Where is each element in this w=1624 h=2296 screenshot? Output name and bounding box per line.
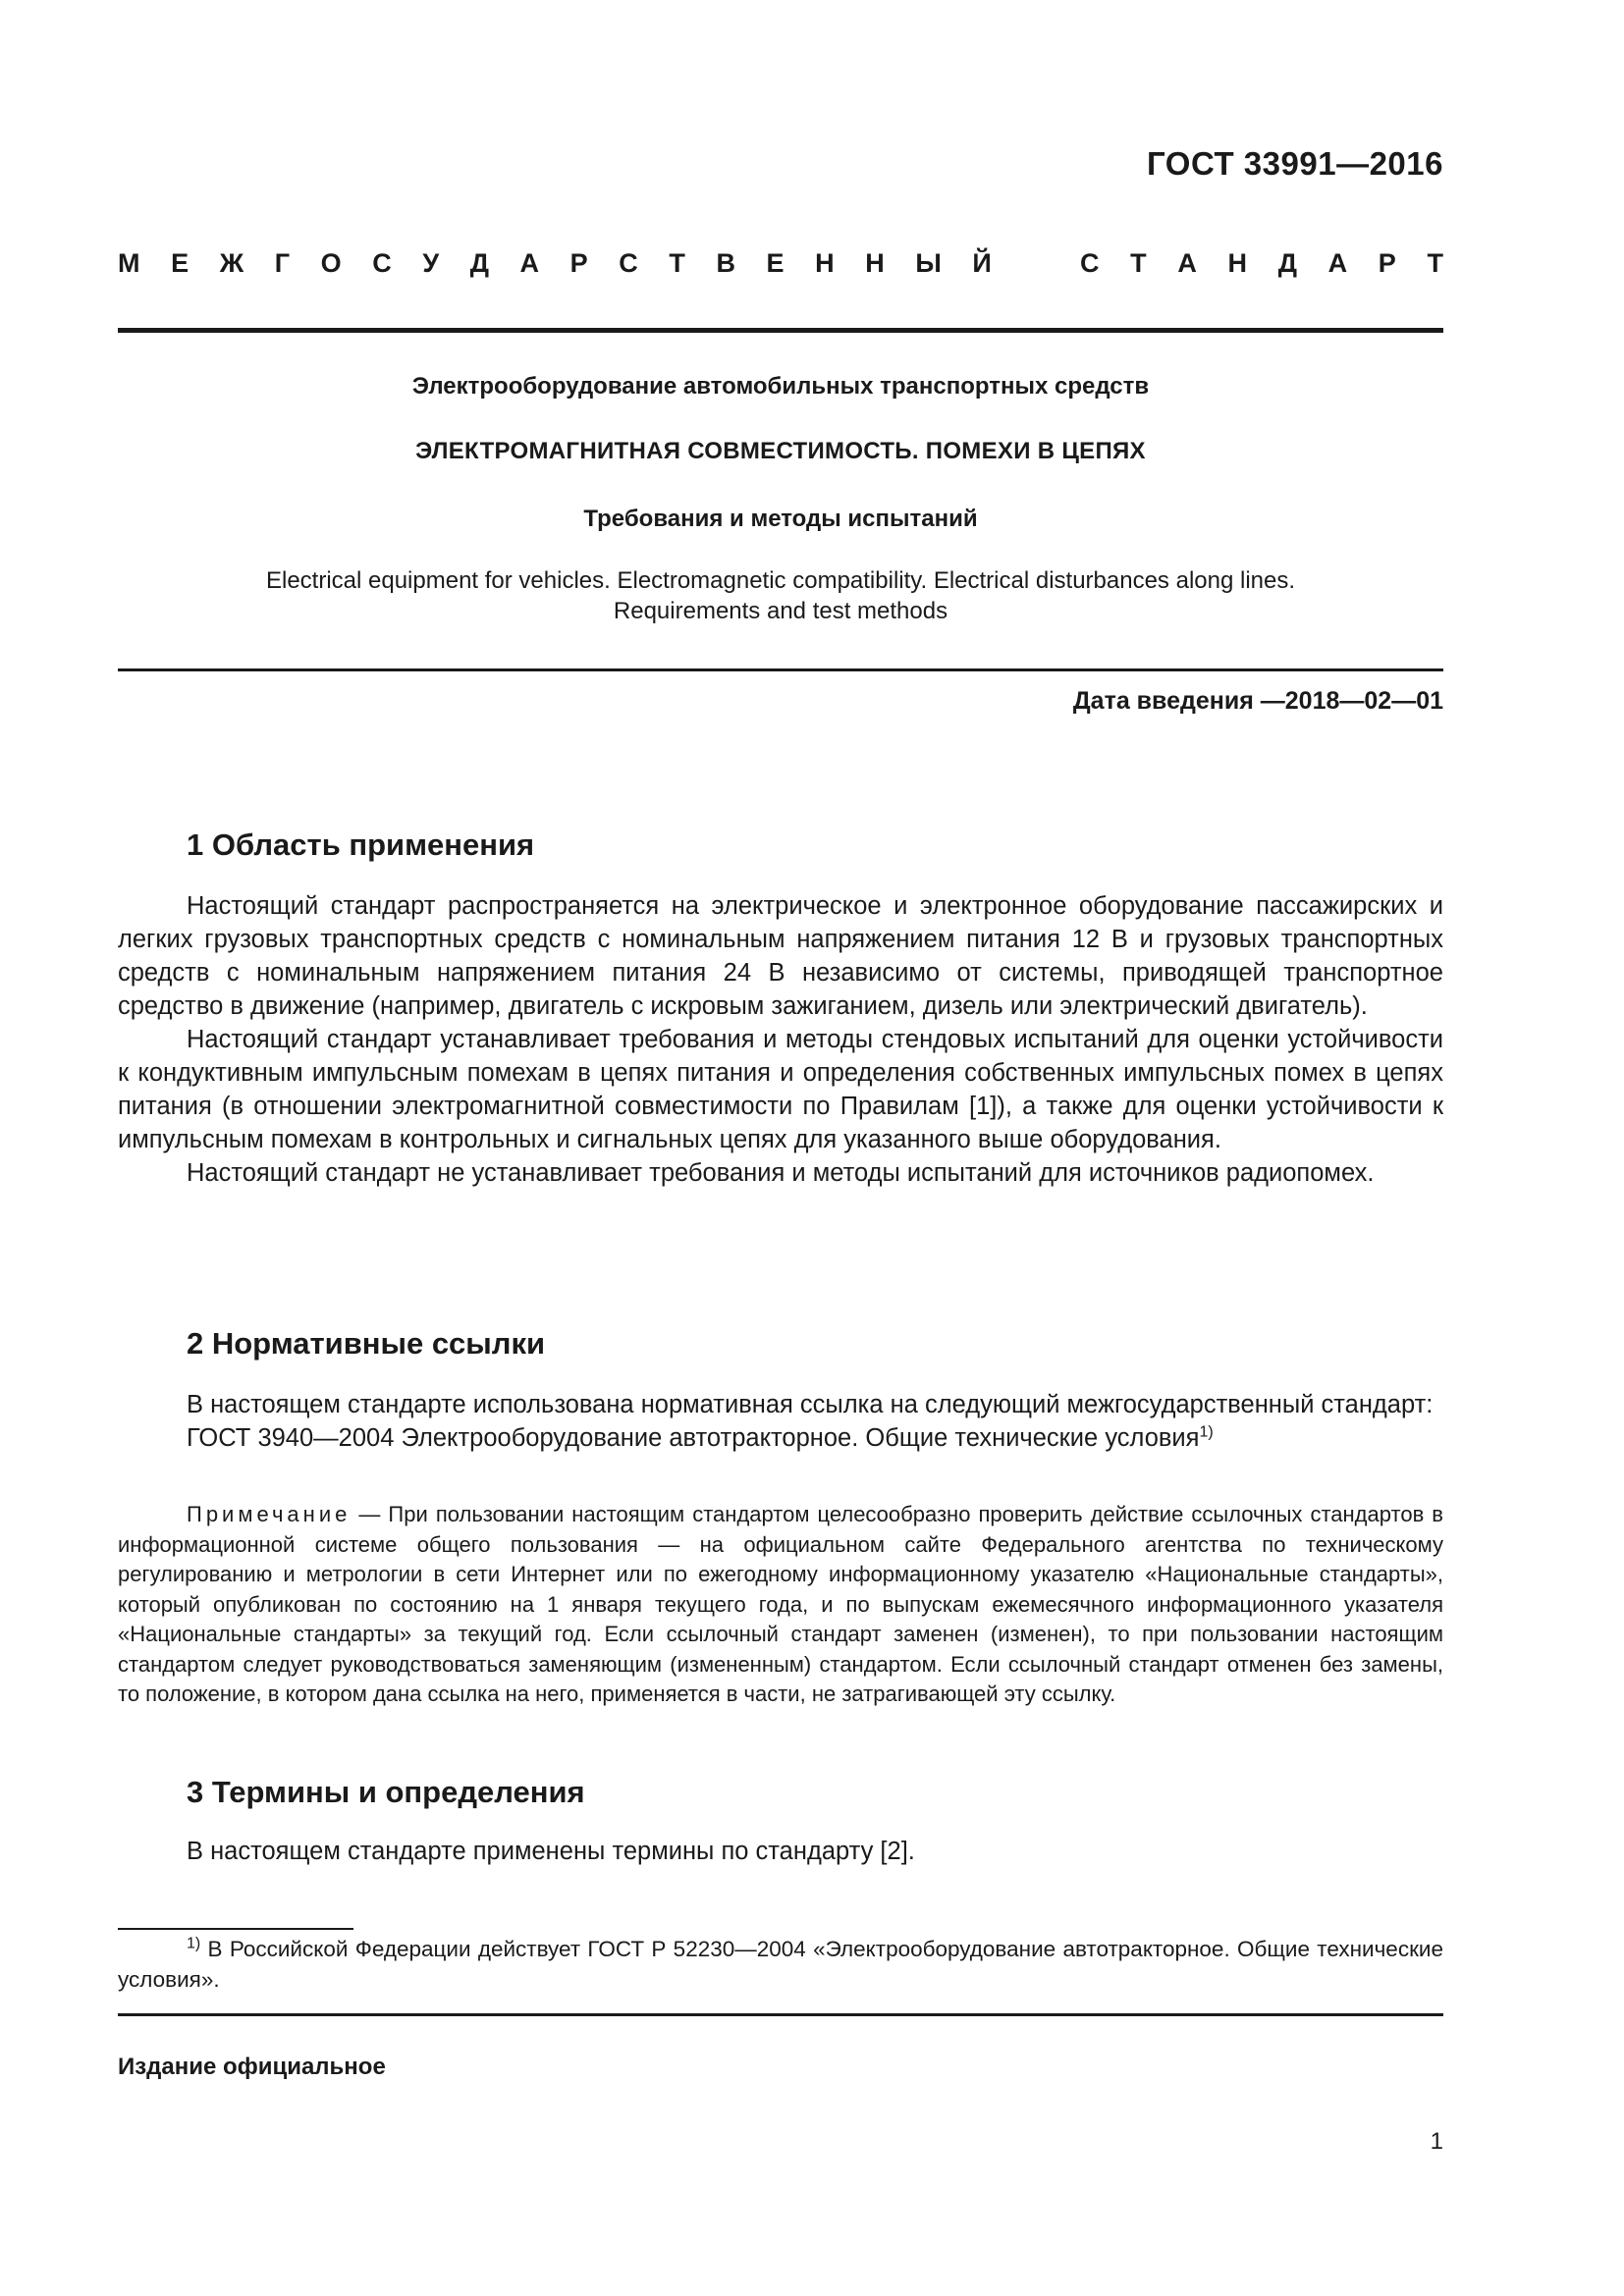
heading-letter: Т: [669, 248, 685, 278]
interstate-word: [118, 248, 992, 279]
gost-number: ГОСТ 33991—2016: [1147, 145, 1443, 182]
title-divider: [118, 668, 1443, 671]
heading-letter: Ы: [915, 248, 942, 278]
footnote-ref: 1): [1199, 1423, 1214, 1441]
section-2-body: [118, 1388, 1443, 1455]
document-page: [118, 0, 1443, 2296]
heading-letter: Т: [1427, 248, 1443, 278]
interstate-standard-heading: [118, 248, 1443, 279]
title-line-3: Требования и методы испытаний: [583, 506, 978, 532]
heading-letter: Г: [274, 248, 291, 278]
official-edition: Издание официальное: [118, 2054, 386, 2080]
heading-letter: Д: [1277, 248, 1297, 278]
english-title-line-1: Electrical equipment for vehicles. Electromagnetic compatibility. Electrical disturbances along lines.: [265, 567, 1296, 594]
paragraph: Настоящий стандарт не устанавливает требования и методы испытаний для источников радиопомех.: [187, 1159, 1375, 1187]
section-2-heading: 2 Нормативные ссылки: [187, 1326, 546, 1361]
note-text: — При пользовании настоящим стандартом целесообразно проверить действие ссылочных стандартов в информационной системе общего пользования — на официальном сайте Федерального агентства по техническому регулированию и метрологии в сети Интернет или по ежегодному информационному указателю «Национальные стандарты», который опубликован по состоянию на 1 января текущего года, и по выпускам ежемесячного информационного указателя «Национальные стандарты» за текущий год. Если ссылочный стандарт заменен (изменен), то при пользовании настоящим стандартом следует руководствоваться заменяющим (измененным) стандартом. Если ссылочный стандарт отменен без замены, то положение, в котором дана ссылка на него, применяется в части, не затрагивающей эту ссылку.: [118, 1502, 1443, 1706]
title-line-2: ЭЛЕКТРОМАГНИТНАЯ СОВМЕСТИМОСТЬ. ПОМЕХИ В ЦЕПЯХ: [415, 438, 1146, 464]
note: [118, 1500, 1443, 1710]
section-3-body: [118, 1835, 1443, 1868]
heading-letter: О: [320, 248, 342, 278]
heading-letter: У: [422, 248, 440, 278]
reference-text: ГОСТ 3940—2004 Электрооборудование автотракторное. Общие технические условия: [187, 1424, 1200, 1452]
header-divider: [118, 328, 1443, 333]
heading-letter: С: [619, 248, 638, 278]
section-1-body: [118, 889, 1443, 1190]
section-3-heading: 3 Термины и определения: [187, 1775, 585, 1809]
footer-divider: [118, 2013, 1443, 2016]
heading-letter: А: [1327, 248, 1348, 278]
normative-reference: [118, 1421, 1443, 1455]
heading-letter: С: [372, 248, 392, 278]
paragraph: В настоящем стандарте применены термины по стандарту [2].: [187, 1838, 915, 1865]
paragraph: В настоящем стандарте использована нормативная ссылка на следующий межгосударственный стандарт:: [187, 1391, 1434, 1418]
heading-letter: А: [1177, 248, 1197, 278]
section-1-heading: 1 Область применения: [187, 828, 535, 862]
footnote-text: В Российской Федерации действует ГОСТ Р 52230—2004 «Электрооборудование автотракторное. Общие технические условия».: [118, 1937, 1443, 1992]
footnote-marker: 1): [187, 1935, 201, 1952]
heading-letter: Ж: [219, 248, 244, 278]
heading-letter: М: [118, 248, 140, 278]
heading-letter: Т: [1130, 248, 1147, 278]
heading-letter: С: [1080, 248, 1100, 278]
heading-letter: А: [519, 248, 540, 278]
heading-letter: Д: [469, 248, 489, 278]
introduction-date: Дата введения —2018—02—01: [1072, 687, 1443, 715]
footnote-divider: [118, 1928, 353, 1930]
english-title-line-2: Requirements and test methods: [613, 598, 948, 624]
heading-letter: Н: [815, 248, 835, 278]
heading-letter: Н: [1227, 248, 1248, 278]
heading-letter: Е: [171, 248, 189, 278]
heading-letter: В: [716, 248, 735, 278]
heading-letter: Н: [865, 248, 885, 278]
heading-letter: Е: [766, 248, 785, 278]
paragraph: Настоящий стандарт распространяется на электрическое и электронное оборудование пассажирских и легких грузовых транспортных средств с номинальным напряжением питания 12 В и грузовых транспортных средств с номинальным напряжением питания 24 В независимо от системы, приводящей транспортное средство в движение (например, двигатель с искровым зажиганием, дизель или электрический двигатель).: [118, 892, 1443, 1020]
footnote: [118, 1934, 1443, 1995]
title-line-1: Электрооборудование автомобильных транспортных средств: [411, 373, 1150, 400]
heading-letter: Р: [569, 248, 588, 278]
page-number: 1: [1430, 2128, 1443, 2155]
heading-letter: Й: [972, 248, 992, 278]
standard-word: [1080, 248, 1443, 279]
heading-letter: Р: [1378, 248, 1396, 278]
paragraph: Настоящий стандарт устанавливает требования и методы стендовых испытаний для оценки устойчивости к кондуктивным импульсным помехам в цепях питания и определения собственных импульсных помех в цепях питания (в отношении электромагнитной совместимости по Правилам [1]), а также для оценки устойчивости к импульсным помехам в контрольных и сигнальных цепях для указанного выше оборудования.: [118, 1026, 1443, 1153]
note-label: Примечание: [187, 1502, 352, 1526]
